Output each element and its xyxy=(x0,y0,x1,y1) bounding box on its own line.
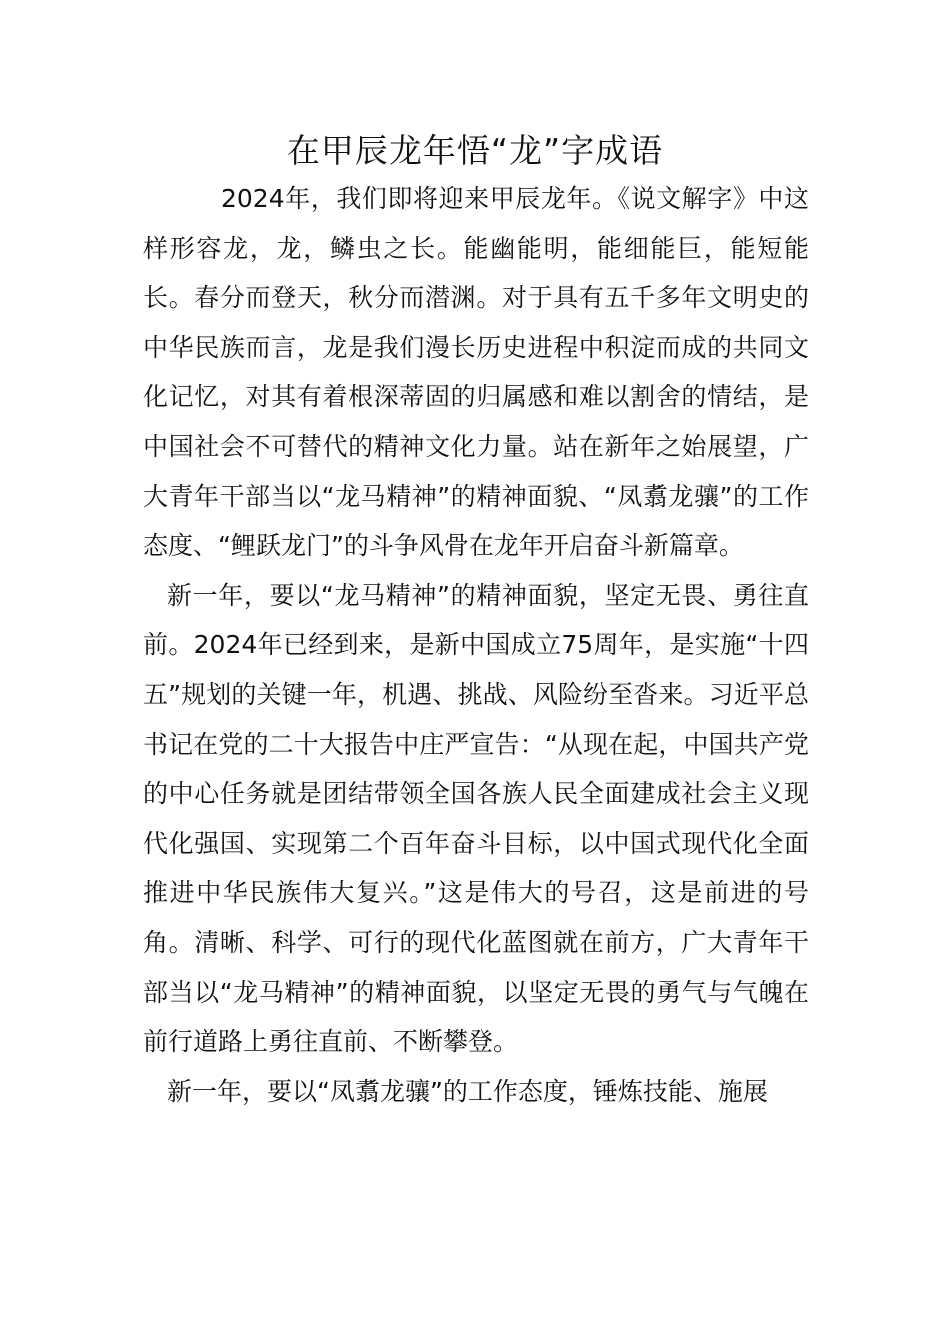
document-title: 在甲辰龙年悟“龙”字成语 xyxy=(286,131,664,170)
document-body xyxy=(143,174,809,1116)
paragraph-dragon-horse-spirit: 新一年，要以“龙马精神”的精神面貌，坚定无畏、勇往直前。2024年已经到来，是新中国成立75周年，是实施“十四五”规划的关键一年，机遇、挑战、风险纷至沓来。习近平总书记在党的二十大报告中庄严宣告：“从现在起，中国共产党的中心任务就是团结带领全国各族人民全面建成社会主义现代化强国、实现第二个百年奋斗目标，以中国式现代化全面推进中华民族伟大复兴。”这是伟大的号召，这是前进的号角。清晰、科学、可行的现代化蓝图就在前方，广大青年干部当以“龙马精神”的精神面貌，以坚定无畏的勇气与气魄在前行道路上勇往直前、不断攀登。 xyxy=(143,580,809,1057)
paragraph-intro: 2024年，我们即将迎来甲辰龙年。《说文解字》中这样形容龙，龙，鳞虫之长。能幽能明，能细能巨，能短能长。春分而登天，秋分而潜渊。对于具有五千多年文明史的中华民族而言，龙是我们漫长历史进程中积淀而成的共同文化记忆，对其有着根深蒂固的归属感和难以割舍的情结，是中国社会不可替代的精神文化力量。站在新年之始展望，广大青年干部当以“龙马精神”的精神面貌、“凤翥龙骧”的工作态度、“鲤跃龙门”的斗争风骨在龙年开启奋斗新篇章。 xyxy=(143,184,809,561)
paragraph-work-attitude: 新一年，要以“凤翥龙骧”的工作态度，锤炼技能、施展 xyxy=(167,1076,768,1106)
